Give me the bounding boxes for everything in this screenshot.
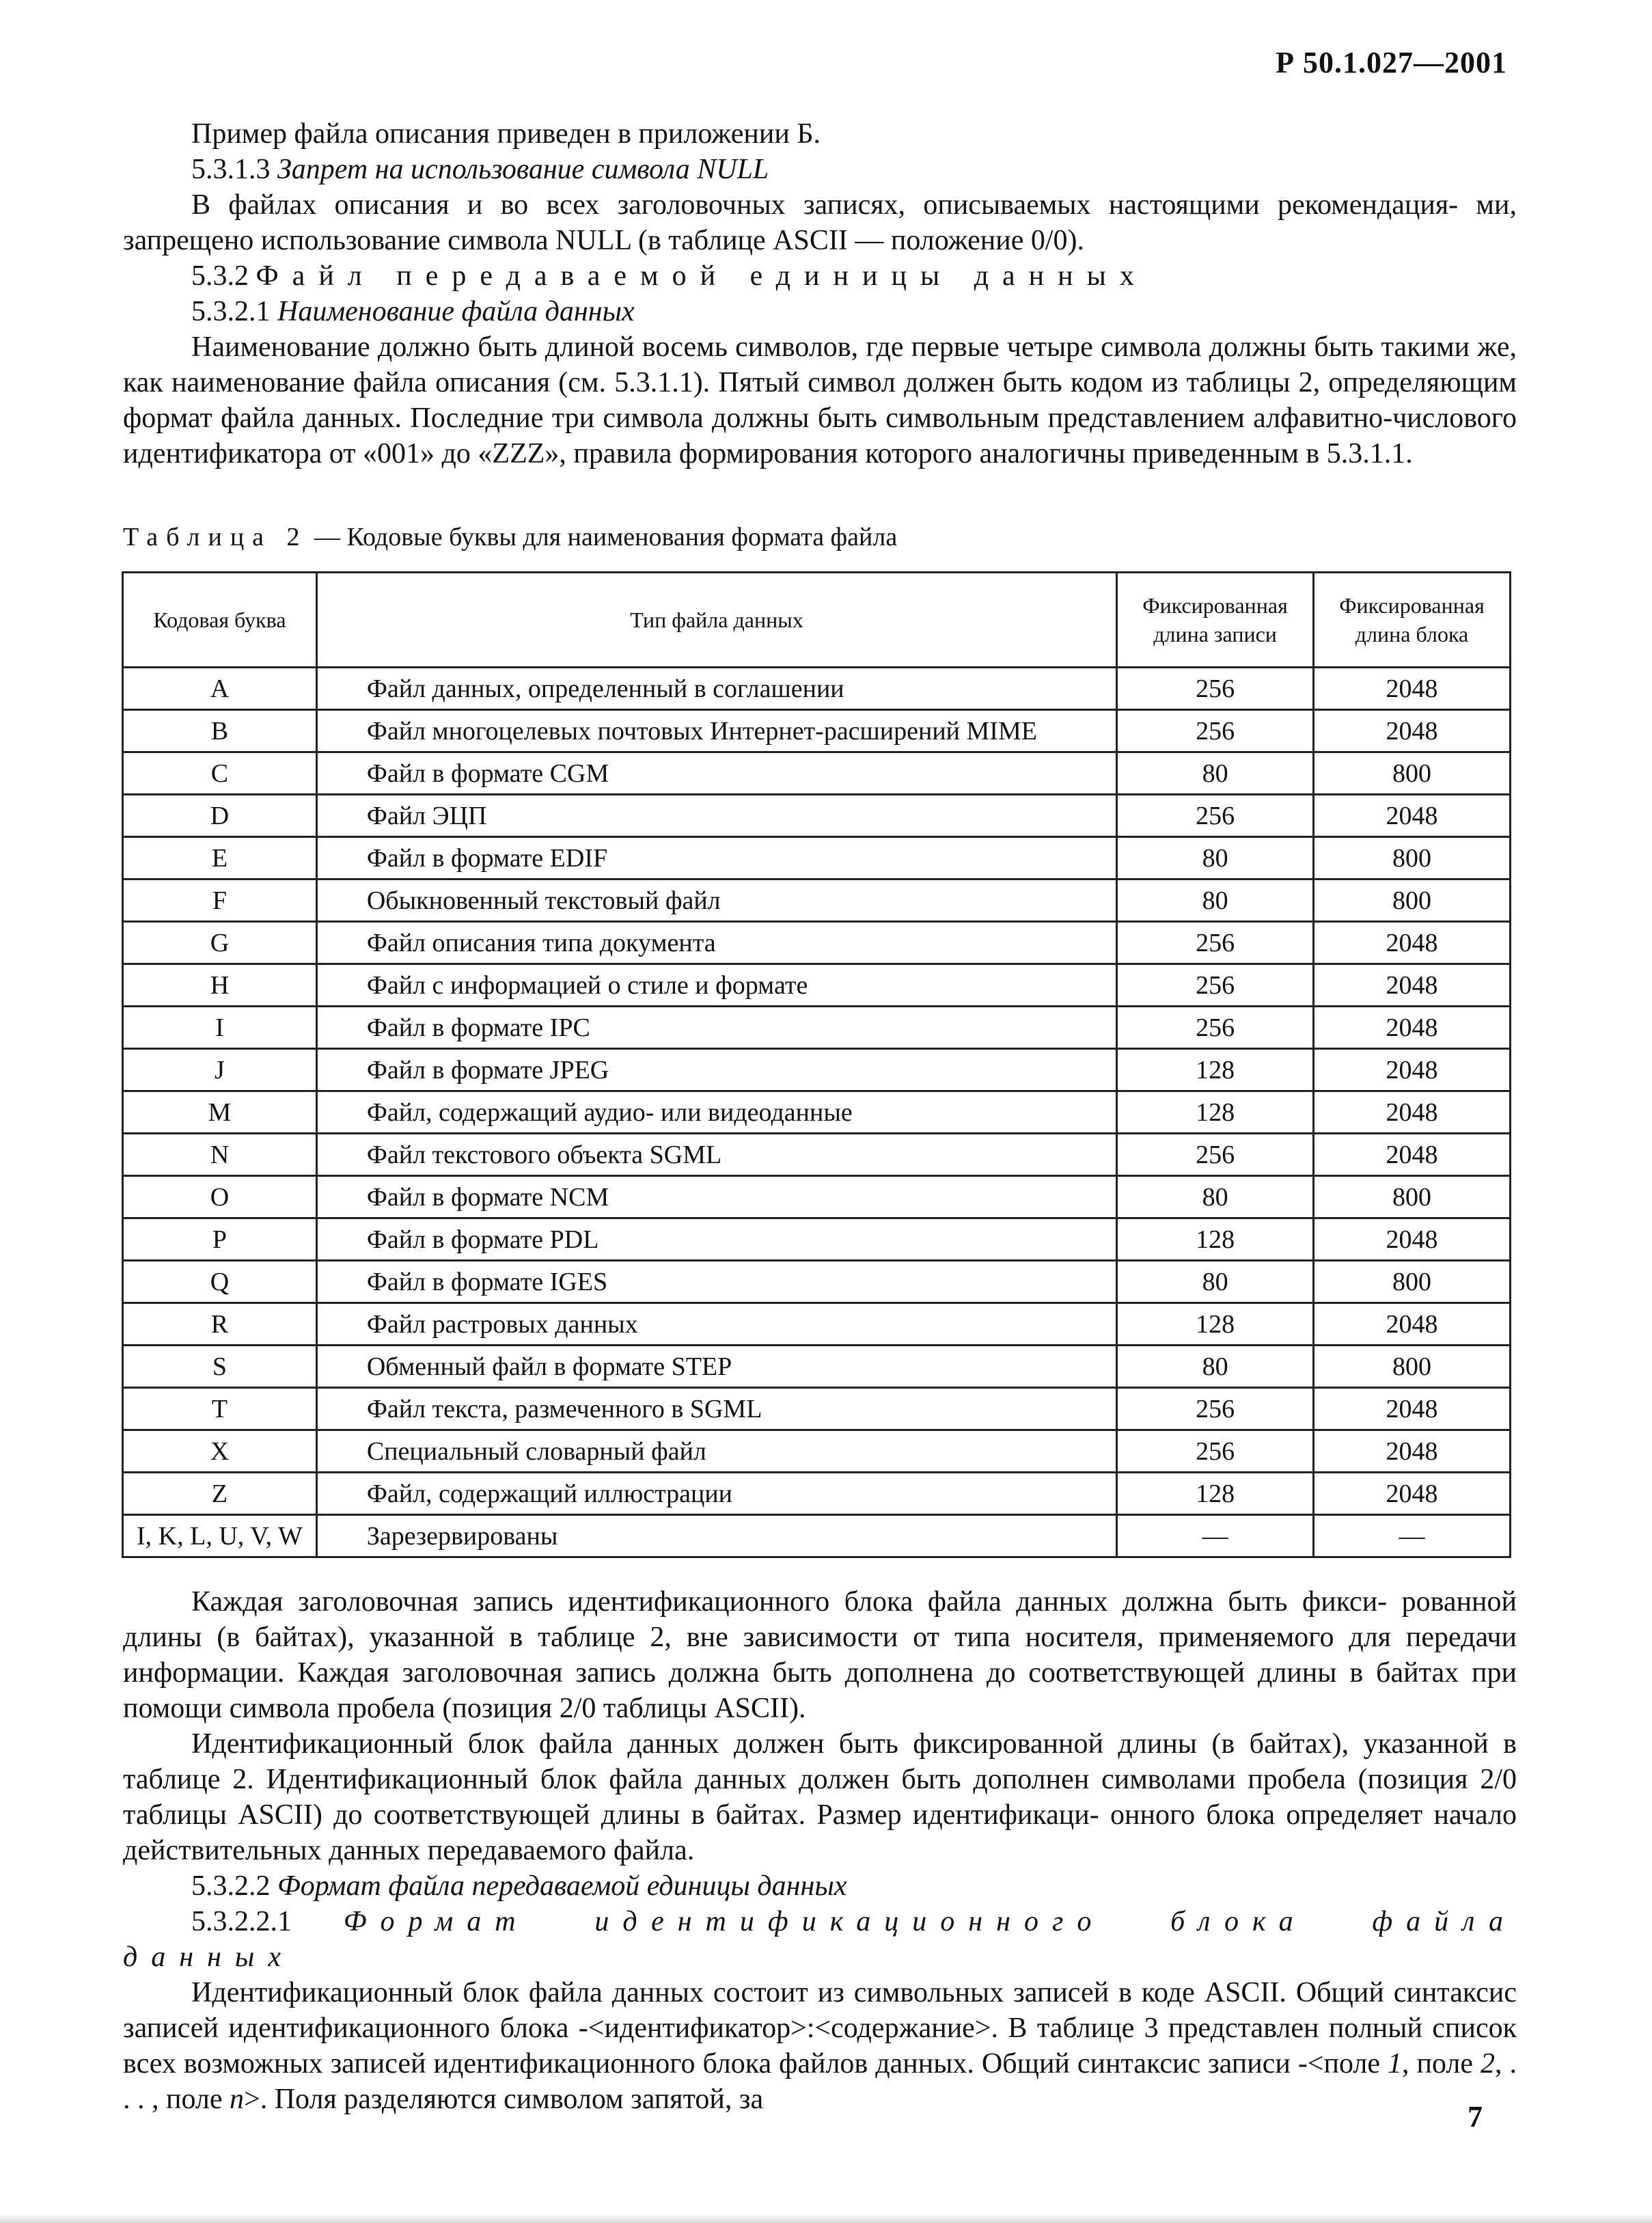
bottom-text-block: [123, 1584, 1517, 2117]
table-row: [123, 1134, 1511, 1176]
cell-block-length: 800: [1314, 837, 1511, 879]
cell-code-letter: C: [123, 752, 317, 795]
table-row: [123, 1049, 1511, 1091]
table-row: [123, 1176, 1511, 1218]
cell-file-type: Специальный словарный файл: [316, 1430, 1116, 1473]
cell-record-length: 256: [1117, 795, 1314, 837]
cell-block-length: 2048: [1314, 922, 1511, 964]
table-row: [123, 752, 1511, 795]
cell-record-length: —: [1117, 1515, 1314, 1557]
cell-record-length: 128: [1117, 1049, 1314, 1091]
table-row: [123, 1007, 1511, 1049]
cell-file-type: Зарезервированы: [316, 1515, 1116, 1557]
cell-file-type: Файл растровых данных: [316, 1303, 1116, 1346]
file-format-table: [122, 571, 1511, 1558]
table-row: [123, 964, 1511, 1007]
paragraph: В файлах описания и во всех заголовочных записях, описываемых настоящими рекомендация- ми, запрещено использование символа NULL (в таблице ASCII — положение 0/0).: [123, 189, 1517, 256]
table-row: [123, 795, 1511, 837]
cell-code-letter: I: [123, 1007, 317, 1049]
cell-file-type: Файл в формате PDL: [316, 1218, 1116, 1261]
cell-record-length: 80: [1117, 1176, 1314, 1218]
cell-block-length: 800: [1314, 1261, 1511, 1303]
table-row: [123, 879, 1511, 922]
cell-file-type: Файл с информацией о стиле и формате: [316, 964, 1116, 1007]
cell-record-length: 256: [1117, 1430, 1314, 1473]
cell-record-length: 256: [1117, 710, 1314, 752]
cell-record-length: 256: [1117, 1134, 1314, 1176]
table-row: [123, 922, 1511, 964]
cell-code-letter: E: [123, 837, 317, 879]
cell-file-type: Файл в формате IGES: [316, 1261, 1116, 1303]
cell-block-length: 2048: [1314, 1007, 1511, 1049]
cell-block-length: 800: [1314, 752, 1511, 795]
cell-block-length: 2048: [1314, 964, 1511, 1007]
cell-file-type: Файл описания типа документа: [316, 922, 1116, 964]
cell-code-letter: Z: [123, 1473, 317, 1515]
cell-code-letter: P: [123, 1218, 317, 1261]
cell-file-type: Файл, содержащий иллюстрации: [316, 1473, 1116, 1515]
cell-record-length: 256: [1117, 922, 1314, 964]
cell-block-length: 2048: [1314, 710, 1511, 752]
cell-code-letter: A: [123, 668, 317, 710]
cell-code-letter: S: [123, 1346, 317, 1388]
cell-record-length: 80: [1117, 837, 1314, 879]
cell-file-type: Обыкновенный текстовый файл: [316, 879, 1116, 922]
cell-code-letter: O: [123, 1176, 317, 1218]
paragraph: Пример файла описания приведен в приложении Б.: [191, 118, 821, 150]
table-body: [123, 668, 1511, 1557]
table-row: [123, 1515, 1511, 1557]
table-row: [123, 1473, 1511, 1515]
header-record-length: Фиксированная длина записи: [1117, 573, 1314, 668]
table-header-row: [123, 573, 1511, 668]
header-code-letter: Кодовая буква: [123, 573, 317, 668]
cell-code-letter: G: [123, 922, 317, 964]
cell-record-length: 80: [1117, 1346, 1314, 1388]
cell-block-length: —: [1314, 1515, 1511, 1557]
cell-block-length: 800: [1314, 879, 1511, 922]
cell-file-type: Файл текста, размеченного в SGML: [316, 1388, 1116, 1430]
cell-block-length: 2048: [1314, 1430, 1511, 1473]
table-row: [123, 1430, 1511, 1473]
cell-code-letter: D: [123, 795, 317, 837]
cell-file-type: Файл в формате IPC: [316, 1007, 1116, 1049]
cell-code-letter: F: [123, 879, 317, 922]
cell-record-length: 256: [1117, 668, 1314, 710]
cell-file-type: Файл, содержащий аудио- или видеоданные: [316, 1091, 1116, 1134]
paragraph: Наименование должно быть длиной восемь символов, где первые четыре символа должны быть такими же, как наименование файла описания (см. 5.3.1.1). Пятый символ должен быть кодом из таблицы 2, определяющим формат файла данных. Последние три символа должны быть символьным представлением алфавитно-числового идентификатора от «001» до «ZZZ», правила формирования которого аналогичны приведенным в 5.3.1.1.: [123, 331, 1517, 469]
cell-record-length: 80: [1117, 1261, 1314, 1303]
cell-record-length: 128: [1117, 1218, 1314, 1261]
cell-file-type: Файл в формате JPEG: [316, 1049, 1116, 1091]
cell-file-type: Файл многоцелевых почтовых Интернет-расширений MIME: [316, 710, 1116, 752]
header-block-length: Фиксированная длина блока: [1314, 573, 1511, 668]
cell-code-letter: R: [123, 1303, 317, 1346]
table-row: [123, 1261, 1511, 1303]
cell-file-type: Файл в формате EDIF: [316, 837, 1116, 879]
cell-file-type: Файл данных, определенный в соглашении: [316, 668, 1116, 710]
cell-code-letter: M: [123, 1091, 317, 1134]
paragraph: Каждая заголовочная запись идентификационного блока файла данных должна быть фикси- рованной длины (в байтах), указанной в таблице 2, вне зависимости от типа носителя, применяемого для передачи информации. Каждая заголовочная запись должна быть дополнена до соответствующей длины в байтах при помощи символа пробела (позиция 2/0 таблицы ASCII).: [123, 1586, 1517, 1724]
table-caption: Таблица 2 — Кодовые буквы для наименования формата файла: [123, 523, 898, 551]
table-row: [123, 668, 1511, 710]
cell-record-length: 128: [1117, 1091, 1314, 1134]
table-row: [123, 837, 1511, 879]
section-heading: 5.3.2.1 Наименование файла данных: [191, 296, 635, 327]
cell-code-letter: B: [123, 710, 317, 752]
cell-block-length: 2048: [1314, 1388, 1511, 1430]
cell-file-type: Обменный файл в формате STEP: [316, 1346, 1116, 1388]
cell-file-type: Файл текстового объекта SGML: [316, 1134, 1116, 1176]
cell-code-letter: Q: [123, 1261, 317, 1303]
cell-record-length: 80: [1117, 752, 1314, 795]
cell-record-length: 256: [1117, 1388, 1314, 1430]
cell-block-length: 2048: [1314, 795, 1511, 837]
cell-file-type: Файл в формате NCM: [316, 1176, 1116, 1218]
table-row: [123, 1388, 1511, 1430]
cell-record-length: 256: [1117, 964, 1314, 1007]
table-row: [123, 1091, 1511, 1134]
cell-record-length: 128: [1117, 1303, 1314, 1346]
cell-block-length: 2048: [1314, 1303, 1511, 1346]
cell-file-type: Файл в формате CGM: [316, 752, 1116, 795]
section-heading: 5.3.2.2 Формат файла передаваемой единицы данных: [191, 1870, 847, 1902]
cell-record-length: 256: [1117, 1007, 1314, 1049]
cell-code-letter: I, K, L, U, V, W: [123, 1515, 317, 1557]
section-heading: 5.3.2 Файл передаваемой единицы данных: [191, 260, 1148, 292]
cell-record-length: 80: [1117, 879, 1314, 922]
cell-block-length: 2048: [1314, 1091, 1511, 1134]
table-row: [123, 1218, 1511, 1261]
cell-block-length: 800: [1314, 1346, 1511, 1388]
cell-code-letter: T: [123, 1388, 317, 1430]
cell-block-length: 800: [1314, 1176, 1511, 1218]
cell-block-length: 2048: [1314, 1049, 1511, 1091]
top-text-block: [123, 116, 1517, 472]
section-heading: 5.3.2.2.1 Формат идентификационного блока файла данных: [123, 1906, 1517, 1973]
cell-block-length: 2048: [1314, 1218, 1511, 1261]
cell-file-type: Файл ЭЦП: [316, 795, 1116, 837]
cell-code-letter: N: [123, 1134, 317, 1176]
cell-block-length: 2048: [1314, 1134, 1511, 1176]
paragraph: Идентификационный блок файла данных должен быть фиксированной длины (в байтах), указанной в таблице 2. Идентификационный блок файла данных должен быть дополнен символами пробела (позиция 2/0 таблицы ASCII) до соответствующей длины в байтах. Размер идентификаци- онного блока определяет начало действительных данных передаваемого файла.: [123, 1728, 1517, 1866]
table-row: [123, 1303, 1511, 1346]
cell-block-length: 2048: [1314, 668, 1511, 710]
document-id: Р 50.1.027—2001: [1276, 46, 1507, 79]
cell-block-length: 2048: [1314, 1473, 1511, 1515]
cell-code-letter: H: [123, 964, 317, 1007]
cell-code-letter: J: [123, 1049, 317, 1091]
section-heading: 5.3.1.3 Запрет на использование символа NULL: [191, 154, 769, 185]
cell-code-letter: X: [123, 1430, 317, 1473]
page-number: 7: [1468, 2100, 1483, 2133]
table-row: [123, 1346, 1511, 1388]
scan-edge: [0, 2213, 1652, 2223]
table-row: [123, 710, 1511, 752]
cell-record-length: 128: [1117, 1473, 1314, 1515]
paragraph: Идентификационный блок файла данных состоит из символьных записей в коде ASCII. Общий синтаксис записей идентификационного блока -<идентификатор>:<содержание>. В таблице 3 представлен полный список всех возможных записей идентификационного блока файлов данных. Общий синтаксис записи -<поле 1, поле 2, . . . , поле n>. Поля разделяются символом запятой, за: [123, 1977, 1517, 2115]
header-file-type: Тип файла данных: [316, 573, 1116, 668]
